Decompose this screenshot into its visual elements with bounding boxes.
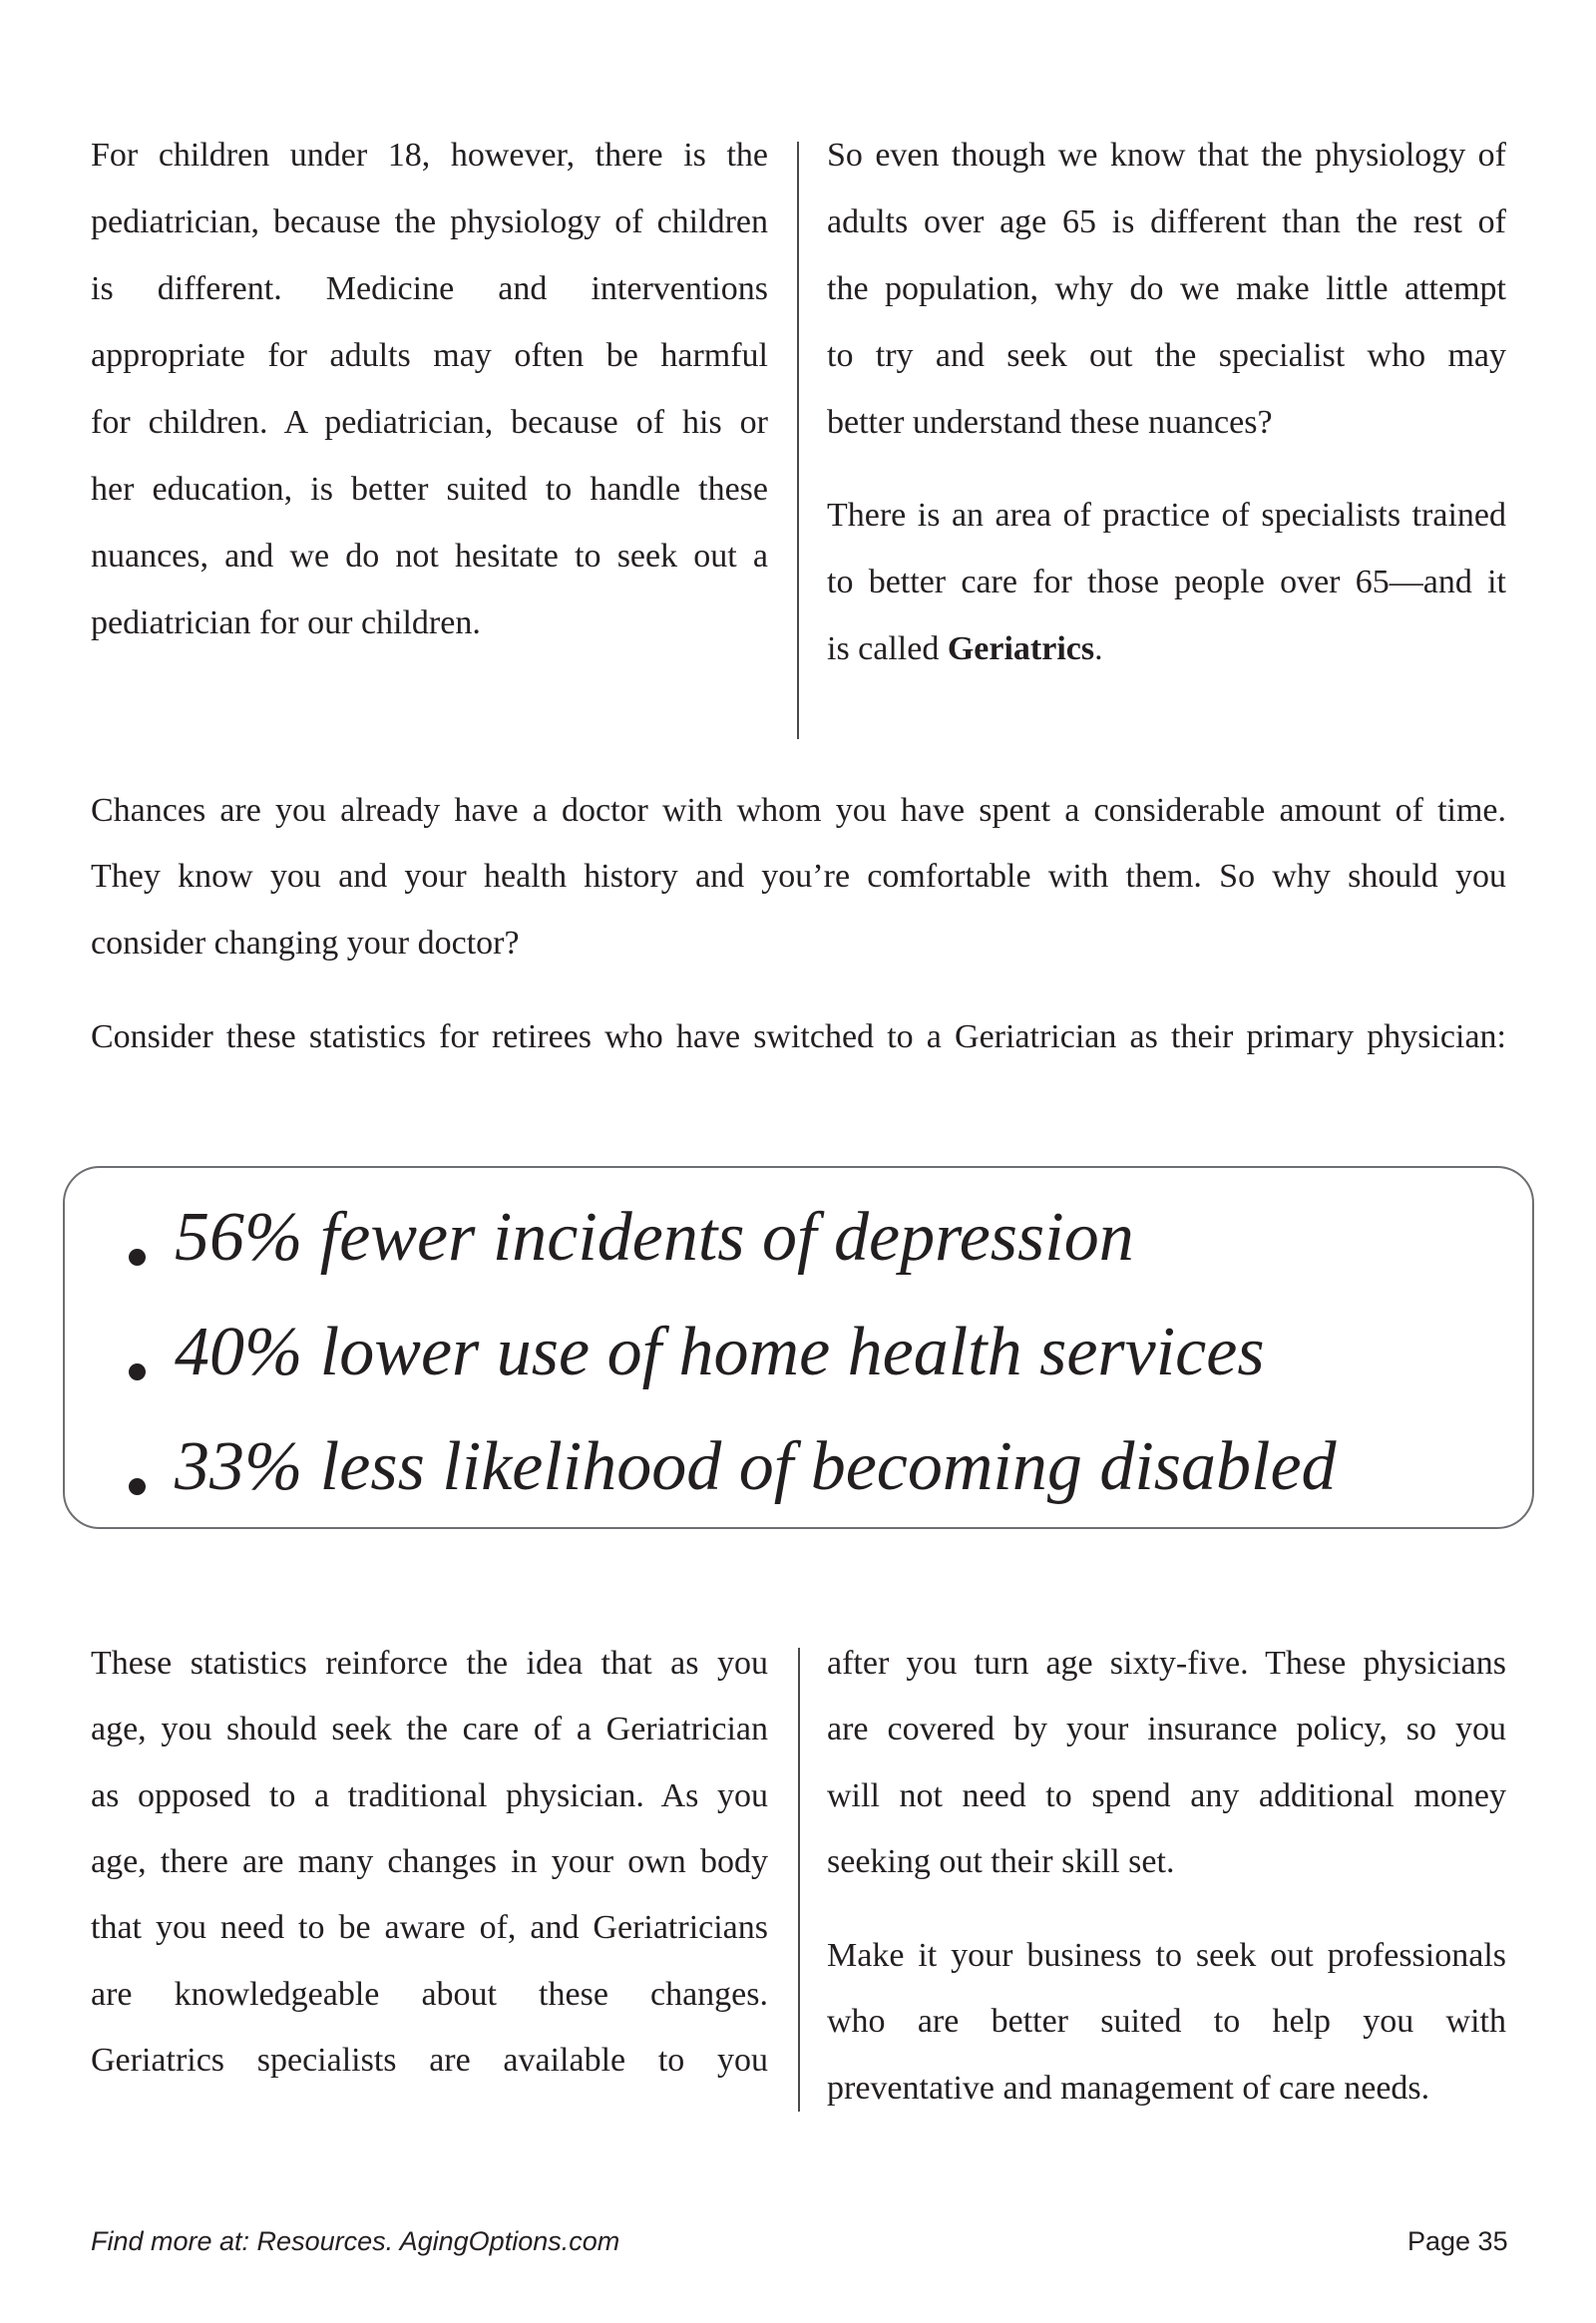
text-line: are covered by your insurance policy, so you	[827, 1711, 1506, 1747]
geriatrics-term: Geriatrics	[947, 630, 1095, 667]
text-line: Consider these statistics for retirees who have switched to a Geriatrician as their primary physician:	[91, 1018, 1506, 1055]
footer-resources-link[interactable]: Find more at: Resources. AgingOptions.com	[91, 2226, 620, 2256]
text-fragment: .	[1094, 630, 1103, 667]
statistic-item: 40% lower use of home health services	[175, 1314, 1265, 1390]
text-line: So even though we know that the physiology of	[827, 137, 1506, 174]
text-line: the population, why do we make little attempt	[827, 270, 1506, 307]
text-line: that you need to be aware of, and Geriatricians	[91, 1909, 768, 1946]
text-line: after you turn age sixty-five. These physicians	[827, 1645, 1506, 1682]
text-line: Geriatrics specialists are available to you	[91, 2042, 768, 2079]
text-line: For children under 18, however, there is the	[91, 137, 768, 174]
statistics-callout-box	[63, 1166, 1534, 1529]
text-line: These statistics reinforce the idea that as you	[91, 1645, 768, 1682]
bullet-icon	[129, 1478, 146, 1495]
text-line: appropriate for adults may often be harmful	[91, 337, 768, 374]
text-line: seeking out their skill set.	[827, 1843, 1175, 1880]
text-line: They know you and your health history and you’re comfortable with them. So why should you	[91, 858, 1506, 895]
text-line: are knowledgeable about these changes.	[91, 1976, 768, 2013]
column-divider	[798, 1648, 800, 2112]
text-line: better understand these nuances?	[827, 404, 1273, 441]
text-fragment: is called	[827, 630, 948, 667]
text-line: adults over age 65 is different than the rest of	[827, 203, 1506, 240]
text-line: pediatrician for our children.	[91, 604, 481, 641]
text-line: to try and seek out the specialist who may	[827, 337, 1506, 374]
text-line: age, you should seek the care of a Geriatrician	[91, 1711, 768, 1747]
text-line: is different. Medicine and interventions	[91, 270, 768, 307]
column-divider	[797, 142, 799, 739]
text-line: Make it your business to seek out professionals	[827, 1937, 1506, 1974]
statistic-item: 33% less likelihood of becoming disabled	[175, 1428, 1337, 1505]
bullet-icon	[129, 1249, 146, 1266]
text-line: pediatrician, because the physiology of children	[91, 203, 768, 240]
text-line: Chances are you already have a doctor with whom you have spent a considerable amount of time.	[91, 792, 1506, 829]
text-line: for children. A pediatrician, because of his or	[91, 404, 768, 441]
text-line: her education, is better suited to handle these	[91, 471, 768, 508]
text-line: will not need to spend any additional money	[827, 1777, 1506, 1814]
text-line	[827, 629, 1506, 669]
text-line: to better care for those people over 65—and it	[827, 564, 1506, 600]
text-line: who are better suited to help you with	[827, 2003, 1506, 2040]
text-line: consider changing your doctor?	[91, 925, 520, 962]
text-line: There is an area of practice of specialists trained	[827, 497, 1506, 534]
text-line: nuances, and we do not hesitate to seek out a	[91, 538, 768, 575]
text-line: as opposed to a traditional physician. As you	[91, 1777, 768, 1814]
text-line: preventative and management of care needs.	[827, 2070, 1430, 2107]
text-line: age, there are many changes in your own body	[91, 1843, 768, 1880]
bullet-icon	[129, 1363, 146, 1380]
statistic-item: 56% fewer incidents of depression	[175, 1199, 1134, 1276]
page-number: Page 35	[1407, 2226, 1508, 2256]
